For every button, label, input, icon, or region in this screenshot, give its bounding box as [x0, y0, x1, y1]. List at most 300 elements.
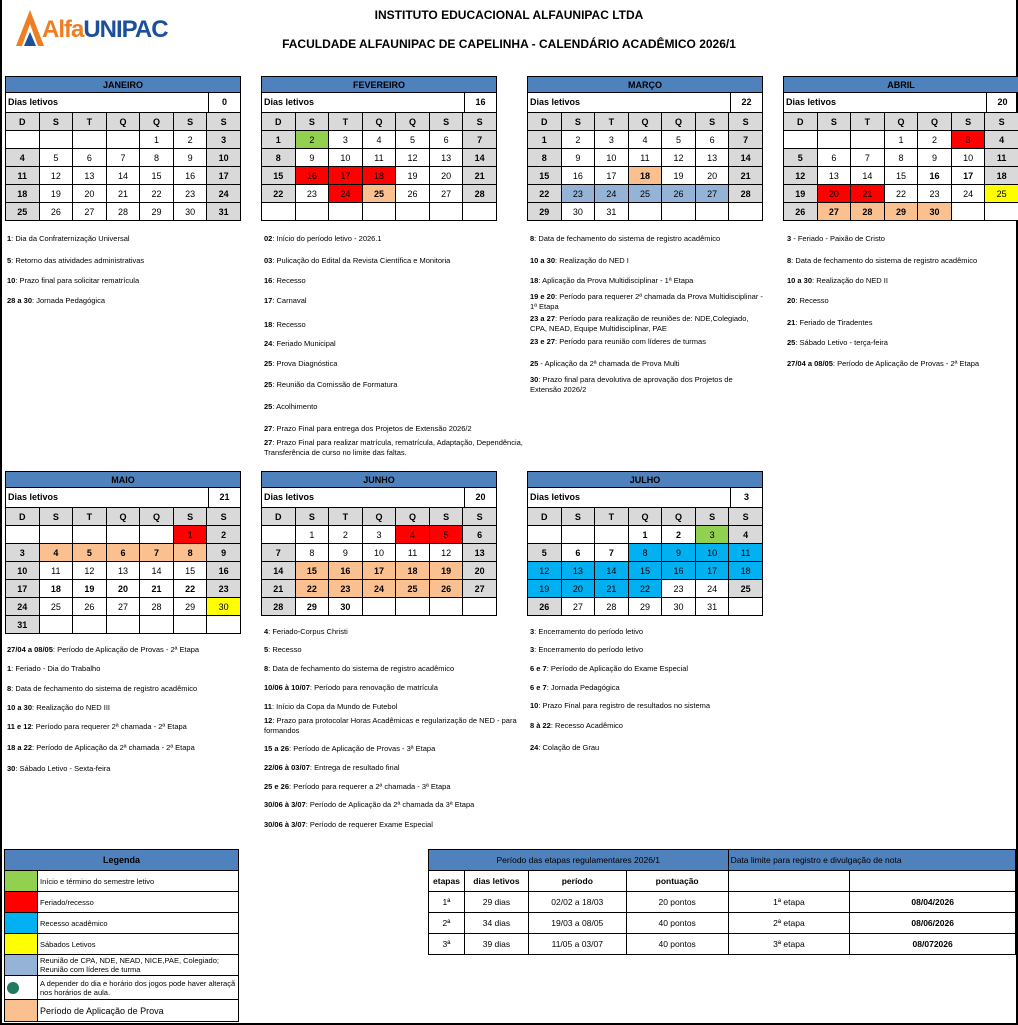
day-cell: 14	[106, 167, 140, 185]
day-cell: 9	[207, 544, 241, 562]
day-cell	[73, 526, 107, 544]
day-cell	[262, 203, 296, 221]
day-cell: 9	[329, 544, 363, 562]
day-cell: 30	[561, 203, 595, 221]
month-title: JULHO	[527, 471, 763, 488]
day-cell: 19	[662, 167, 696, 185]
col-dias: dias letivos	[464, 871, 528, 892]
day-cell: 11	[396, 544, 430, 562]
day-cell: 17	[595, 167, 629, 185]
day-cell: 20	[106, 580, 140, 598]
day-cell: 2	[329, 526, 363, 544]
weekday-header: T	[73, 508, 107, 526]
note-date: 27	[264, 438, 273, 447]
day-cell: 21	[595, 580, 629, 598]
note-date: 25	[264, 402, 273, 411]
calendar-note	[264, 234, 526, 244]
day-cell: 9	[918, 149, 952, 167]
note-sep: :	[305, 820, 310, 829]
note-date: 22/06 à 03/07	[264, 763, 310, 772]
dias-letivos-row	[261, 488, 497, 507]
note-date: 12	[264, 716, 273, 725]
note-sep: :	[272, 320, 277, 329]
day-cell	[140, 616, 174, 634]
day-cell: 8	[295, 544, 329, 562]
note-sep: :	[272, 276, 277, 285]
day-cell: 25	[6, 203, 40, 221]
note-text: Prazo final para devolutiva de aprovação dos Projetos de Extensão 2026/2	[530, 375, 733, 394]
day-cell: 30	[329, 598, 363, 616]
legend-item	[5, 955, 238, 976]
logo-text-b: UNIPAC	[83, 16, 168, 43]
day-cell: 23	[173, 185, 207, 203]
note-date: 18	[264, 320, 273, 329]
day-cell: 1	[628, 526, 662, 544]
day-cell	[561, 526, 595, 544]
calendar-note	[7, 276, 247, 286]
note-text: Encerramento do período letivo	[538, 627, 643, 636]
note-text: Recesso	[276, 276, 306, 285]
day-cell: 11	[729, 544, 763, 562]
day-cell: 24	[951, 185, 985, 203]
weekday-header: D	[6, 113, 40, 131]
day-cell: 8	[140, 149, 174, 167]
day-cell: 23	[561, 185, 595, 203]
weekday-header: S	[695, 508, 729, 526]
note-text: Período de requerer Exame Especial	[309, 820, 433, 829]
legend-item	[5, 892, 238, 913]
weekday-header: S	[207, 508, 241, 526]
deadline-date: 08/06/2026	[850, 913, 1016, 934]
day-cell: 1	[173, 526, 207, 544]
note-date: 3	[530, 627, 535, 636]
month-calendar	[527, 471, 763, 616]
note-date: 27/04 a 08/05	[7, 645, 53, 654]
note-date: 5	[264, 645, 269, 654]
note-text: Realização do NED II	[816, 276, 888, 285]
day-cell: 22	[173, 580, 207, 598]
dias-letivos-row	[527, 488, 763, 507]
note-text: Aplicação da Prova Multidisciplinar - 1ª Etapa	[542, 276, 694, 285]
day-cell: 19	[784, 185, 818, 203]
day-cell	[628, 203, 662, 221]
day-cell: 14	[729, 149, 763, 167]
day-cell: 15	[884, 167, 918, 185]
calendar-note	[530, 292, 765, 311]
day-cell: 9	[295, 149, 329, 167]
weekday-header: T	[329, 508, 363, 526]
calendar-note	[530, 256, 765, 266]
note-sep: :	[538, 375, 543, 384]
dias-letivos-count: 20	[986, 93, 1018, 112]
day-cell: 26	[396, 185, 430, 203]
day-cell: 2	[207, 526, 241, 544]
note-text: Feriado Municipal	[276, 339, 336, 348]
dot-icon	[7, 982, 19, 994]
note-text: Feriado - Paixão de Cristo	[797, 234, 885, 243]
weekday-header: T	[851, 113, 885, 131]
day-cell	[729, 203, 763, 221]
month-title: ABRIL	[783, 76, 1018, 93]
calendar-note	[787, 296, 1015, 306]
day-cell: 8	[528, 149, 562, 167]
day-cell: 11	[6, 167, 40, 185]
day-cell: 15	[528, 167, 562, 185]
day-cell: 16	[561, 167, 595, 185]
day-cell: 23	[918, 185, 952, 203]
day-cell: 12	[73, 562, 107, 580]
day-cell: 7	[262, 544, 296, 562]
day-cell: 12	[429, 544, 463, 562]
dias-letivos-label: Dias letivos	[783, 93, 986, 112]
weekday-header: S	[817, 113, 851, 131]
note-sep: :	[15, 764, 20, 773]
note-sep: :	[272, 716, 277, 725]
day-cell: 30	[918, 203, 952, 221]
day-cell: 12	[784, 167, 818, 185]
day-cell: 15	[295, 562, 329, 580]
note-date: 25	[530, 359, 539, 368]
day-cell: 20	[463, 562, 497, 580]
note-date: 11	[264, 702, 272, 711]
day-cell	[73, 131, 107, 149]
note-text: Prova Diagnóstica	[276, 359, 338, 368]
day-cell: 3	[362, 526, 396, 544]
day-cell: 6	[695, 131, 729, 149]
dias-letivos-label: Dias letivos	[261, 93, 464, 112]
note-sep: :	[534, 627, 539, 636]
day-cell: 7	[140, 544, 174, 562]
day-cell: 23	[662, 580, 696, 598]
weekday-header: S	[173, 113, 207, 131]
note-date: 18 a 22	[7, 743, 33, 752]
day-cell: 8	[173, 544, 207, 562]
note-text: Período para requerer 2ª chamada da Prova Multidisciplinar - 1ª Etapa	[530, 292, 763, 311]
note-text: Recesso Acadêmico	[555, 721, 623, 730]
day-cell	[329, 203, 363, 221]
note-date: 30	[7, 764, 16, 773]
calendar-note	[7, 645, 247, 655]
day-cell: 6	[73, 149, 107, 167]
month-calendar	[5, 471, 241, 634]
day-cell: 7	[463, 131, 497, 149]
day-cell: 16	[173, 167, 207, 185]
day-cell: 18	[362, 167, 396, 185]
day-cell: 7	[729, 131, 763, 149]
month-title: JUNHO	[261, 471, 497, 488]
note-sep: :	[812, 276, 817, 285]
day-cell: 26	[528, 598, 562, 616]
day-cell: 15	[173, 562, 207, 580]
day-cell: 7	[595, 544, 629, 562]
logo-text-a: Alfa	[42, 16, 84, 43]
calendar-note	[787, 234, 1015, 244]
day-cell: 25	[628, 185, 662, 203]
day-cell	[106, 616, 140, 634]
day-cell	[362, 598, 396, 616]
day-cell: 23	[329, 580, 363, 598]
note-sep: :	[272, 359, 277, 368]
day-cell: 19	[39, 185, 73, 203]
day-cell	[817, 131, 851, 149]
calendar-note	[264, 296, 526, 306]
day-cell	[595, 526, 629, 544]
weekday-header: Q	[628, 508, 662, 526]
weekday-header: D	[528, 113, 562, 131]
etapa-cell: 3ª	[429, 934, 465, 955]
note-date: 21	[787, 318, 796, 327]
legend-item	[5, 976, 238, 1000]
note-sep: :	[272, 438, 277, 447]
note-text: Início da Copa da Mundo de Futebol	[276, 702, 398, 711]
day-cell: 5	[528, 544, 562, 562]
pontos-cell: 20 pontos	[626, 892, 728, 913]
day-cell: 20	[561, 580, 595, 598]
note-date: 25 e 26	[264, 782, 290, 791]
note-text: Encerramento do período letivo	[538, 645, 643, 654]
note-date: 10 a 30	[787, 276, 813, 285]
note-text: Recesso	[276, 320, 306, 329]
day-cell	[396, 598, 430, 616]
day-cell: 3	[207, 131, 241, 149]
calendar-note	[264, 339, 526, 349]
dias-letivos-row	[261, 93, 497, 112]
dias-letivos-label: Dias letivos	[527, 93, 730, 112]
dias-cell: 39 dias	[464, 934, 528, 955]
day-cell: 24	[595, 185, 629, 203]
day-cell: 8	[628, 544, 662, 562]
note-sep: :	[538, 743, 543, 752]
dias-letivos-row	[783, 93, 1018, 112]
day-cell: 10	[595, 149, 629, 167]
day-cell	[295, 203, 329, 221]
day-cell: 26	[73, 598, 107, 616]
day-cell	[39, 526, 73, 544]
note-date: 10	[7, 276, 16, 285]
note-sep: :	[272, 296, 277, 305]
note-date: 18	[530, 276, 539, 285]
day-cell	[695, 203, 729, 221]
weekday-header: S	[729, 113, 763, 131]
note-date: 30/06 à 3/07	[264, 800, 306, 809]
day-cell: 10	[6, 562, 40, 580]
month-title: FEVEREIRO	[261, 76, 497, 93]
day-cell	[784, 131, 818, 149]
day-cell: 4	[39, 544, 73, 562]
weekday-header: Q	[396, 508, 430, 526]
dias-letivos-label: Dias letivos	[527, 488, 730, 507]
day-cell: 25	[729, 580, 763, 598]
day-cell: 18	[985, 167, 1018, 185]
day-cell: 9	[173, 149, 207, 167]
day-cell: 3	[595, 131, 629, 149]
calendar-note	[264, 782, 526, 792]
note-sep: :	[538, 701, 543, 710]
dias-cell: 29 dias	[464, 892, 528, 913]
note-text: Sábado Letivo - terça-feira	[799, 338, 888, 347]
day-cell: 19	[396, 167, 430, 185]
day-cell: 16	[295, 167, 329, 185]
weekday-header: Q	[918, 113, 952, 131]
note-text: Aplicação da 2ª chamada de Prova Multi	[544, 359, 680, 368]
note-text: Período para requerer a 2ª chamada - 3ª Etapa	[293, 782, 451, 791]
note-date: 1	[7, 664, 12, 673]
day-cell: 1	[295, 526, 329, 544]
day-cell: 16	[662, 562, 696, 580]
weekday-header: D	[784, 113, 818, 131]
day-cell: 31	[207, 203, 241, 221]
day-cell	[140, 526, 174, 544]
note-date: 28 a 30	[7, 296, 33, 305]
day-cell: 23	[207, 580, 241, 598]
day-cell: 23	[295, 185, 329, 203]
month-title: MAIO	[5, 471, 241, 488]
weekday-header: S	[463, 113, 497, 131]
note-sep: :	[538, 276, 543, 285]
day-cell: 21	[140, 580, 174, 598]
day-cell: 28	[595, 598, 629, 616]
day-cell: 2	[295, 131, 329, 149]
note-sep: :	[555, 337, 560, 346]
day-cell: 3	[329, 131, 363, 149]
day-cell: 13	[73, 167, 107, 185]
day-cell: 8	[884, 149, 918, 167]
note-text: Período de Aplicação da 2ª chamada da 3ª Etapa	[309, 800, 475, 809]
weekday-header: T	[73, 113, 107, 131]
day-cell	[262, 526, 296, 544]
day-cell: 29	[884, 203, 918, 221]
weekday-header: S	[207, 113, 241, 131]
note-sep: :	[15, 276, 20, 285]
weekday-header: S	[173, 508, 207, 526]
note-text: Retorno das atividades administrativas	[15, 256, 145, 265]
note-sep: :	[272, 256, 277, 265]
note-date: 3	[787, 234, 792, 243]
dias-cell: 34 dias	[464, 913, 528, 934]
calendar-note	[264, 320, 526, 330]
weekday-header: S	[295, 113, 329, 131]
note-text: Recesso	[272, 645, 302, 654]
deadline-title: Data limite para registro e divulgação de nota	[728, 850, 1015, 871]
day-cell: 1	[140, 131, 174, 149]
day-cell: 9	[662, 544, 696, 562]
note-date: 24	[530, 743, 539, 752]
weekday-header: D	[262, 508, 296, 526]
day-cell: 18	[39, 580, 73, 598]
note-sep: -	[538, 359, 545, 368]
note-date: 30/06 à 3/07	[264, 820, 306, 829]
weekday-header: S	[429, 508, 463, 526]
legend-item	[5, 913, 238, 934]
calendar-note	[787, 318, 1015, 328]
day-cell: 13	[106, 562, 140, 580]
day-cell: 2	[561, 131, 595, 149]
legend-item	[5, 1000, 238, 1021]
note-date: 8	[7, 684, 12, 693]
note-text: Período de Aplicação de Provas - 2ª Etapa	[57, 645, 200, 654]
day-cell: 13	[695, 149, 729, 167]
day-cell: 12	[39, 167, 73, 185]
day-cell	[429, 598, 463, 616]
dias-letivos-row	[5, 93, 241, 112]
day-cell: 24	[362, 580, 396, 598]
note-date: 30	[530, 375, 539, 384]
note-sep: :	[550, 721, 556, 730]
note-date: 10 a 30	[7, 703, 33, 712]
day-cell: 11	[362, 149, 396, 167]
month-calendar	[5, 76, 241, 221]
note-sep: :	[832, 359, 838, 368]
day-cell	[6, 526, 40, 544]
day-cell: 19	[73, 580, 107, 598]
note-date: 8	[530, 234, 535, 243]
day-cell: 1	[884, 131, 918, 149]
day-cell: 11	[628, 149, 662, 167]
note-date: 10 a 30	[530, 256, 556, 265]
day-cell: 12	[396, 149, 430, 167]
etapa-cell: 2ª	[429, 913, 465, 934]
day-cell: 4	[628, 131, 662, 149]
calendar-note	[264, 256, 526, 266]
deadline-etapa: 2ª etapa	[728, 913, 850, 934]
note-sep: :	[271, 702, 277, 711]
calendar-note	[530, 337, 765, 347]
day-cell: 17	[207, 167, 241, 185]
note-sep: :	[268, 645, 273, 654]
day-cell: 15	[262, 167, 296, 185]
weekday-header: D	[6, 508, 40, 526]
day-cell: 14	[140, 562, 174, 580]
day-cell: 21	[851, 185, 885, 203]
month-calendar	[261, 471, 497, 616]
note-date: 8	[787, 256, 792, 265]
weekday-header: T	[329, 113, 363, 131]
weekday-header: Q	[396, 113, 430, 131]
day-cell: 25	[362, 185, 396, 203]
note-date: 8	[264, 664, 269, 673]
day-cell: 6	[429, 131, 463, 149]
dias-letivos-count: 21	[208, 488, 241, 507]
deadline-etapa: 3ª etapa	[728, 934, 850, 955]
day-cell: 12	[662, 149, 696, 167]
note-date: 4	[264, 627, 269, 636]
day-cell: 29	[295, 598, 329, 616]
weekday-header: Q	[628, 113, 662, 131]
note-text: Período de Aplicação da 2ª chamada - 2ª Etapa	[36, 743, 195, 752]
day-cell: 18	[396, 562, 430, 580]
day-cell: 20	[429, 167, 463, 185]
day-cell: 2	[173, 131, 207, 149]
legend-swatch	[5, 955, 38, 975]
weekday-header: Q	[662, 113, 696, 131]
note-date: 19 e 20	[530, 292, 556, 301]
day-cell: 30	[173, 203, 207, 221]
dias-letivos-count: 20	[464, 488, 497, 507]
note-text: Prazo Final para realizar matrícula, rematrícula, Adaptação, Dependência, Transferência de curso no limite das faltas.	[264, 438, 523, 457]
day-cell: 6	[463, 526, 497, 544]
day-cell	[39, 131, 73, 149]
note-sep: :	[272, 234, 277, 243]
etapa-cell: 1ª	[429, 892, 465, 913]
day-cell: 25	[985, 185, 1018, 203]
day-cell: 1	[262, 131, 296, 149]
day-cell: 25	[396, 580, 430, 598]
day-cell: 11	[39, 562, 73, 580]
weekday-header: Q	[662, 508, 696, 526]
calendar-title: FACULDADE ALFAUNIPAC DE CAPELINHA - CALENDÁRIO ACADÊMICO 2026/1	[282, 37, 736, 51]
calendar-note	[264, 402, 526, 412]
dias-letivos-count: 0	[208, 93, 241, 112]
